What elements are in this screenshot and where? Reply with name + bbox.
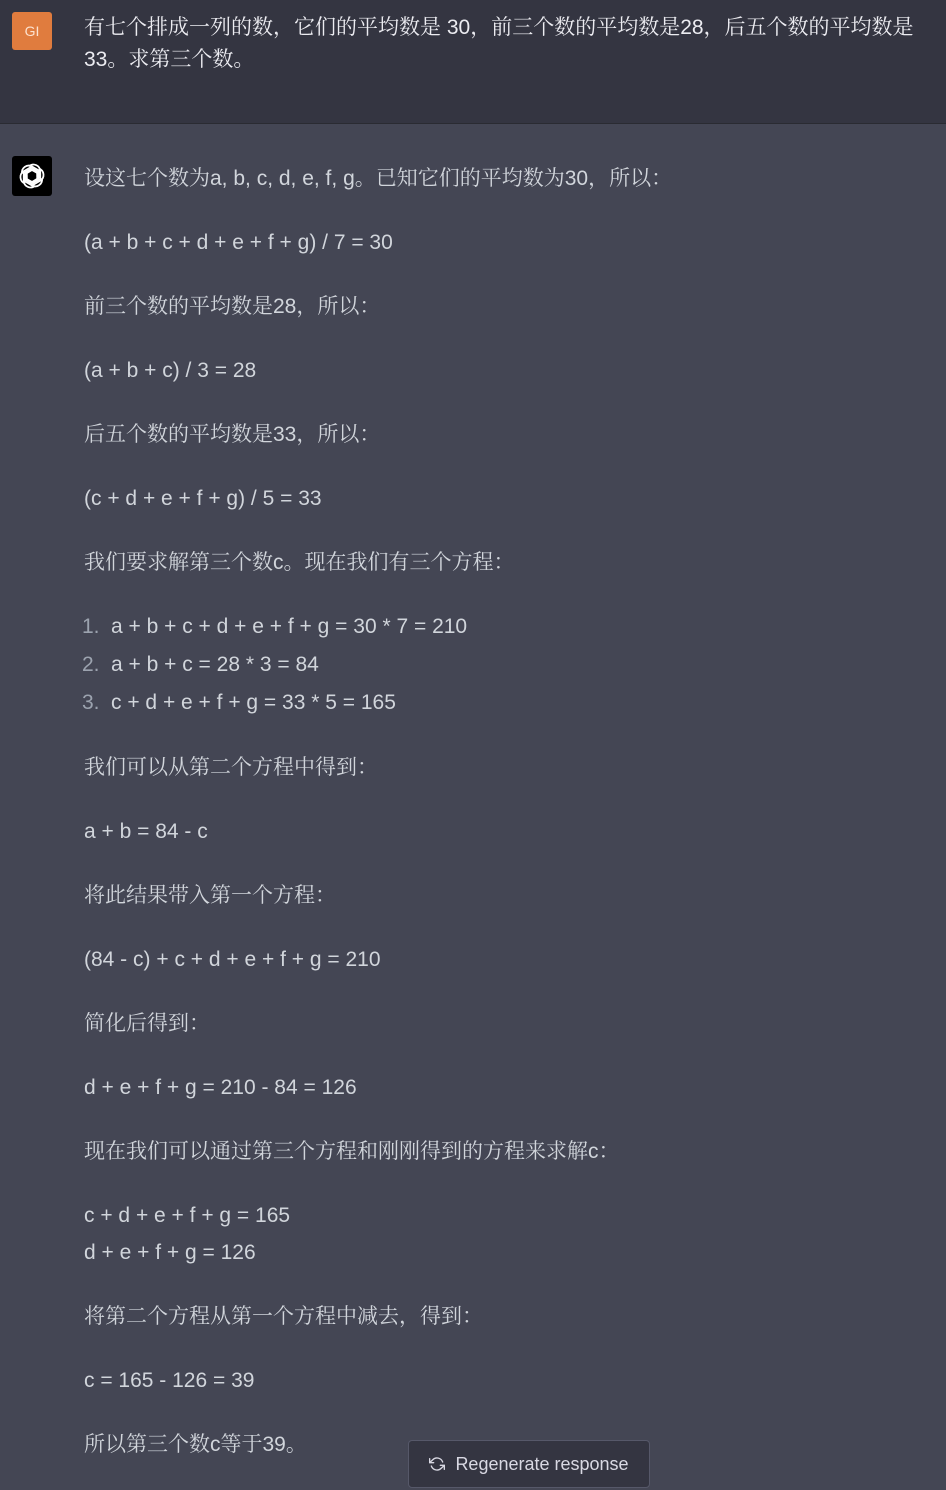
regenerate-label: Regenerate response	[455, 1453, 629, 1474]
answer-equation: d + e + f + g = 126	[84, 1241, 256, 1264]
answer-equation: a + b = 84 - c	[84, 820, 208, 843]
answer-equation: (c + d + e + f + g) / 5 = 33	[84, 487, 322, 510]
equation-list	[84, 608, 924, 722]
answer-paragraph: 现在我们可以通过第三个方程和刚刚得到的方程来求解c：	[84, 1140, 620, 1163]
answer-paragraph: 设这七个数为a, b, c, d, e, f, g。已知它们的平均数为30，所以：	[84, 167, 673, 190]
answer-paragraph: 所以第三个数c等于39。	[84, 1433, 307, 1456]
list-item	[84, 608, 924, 646]
list-text: a + b + c = 28 * 3 = 84	[111, 653, 319, 676]
list-number: 2.	[82, 653, 100, 676]
answer-equation: (a + b + c + d + e + f + g) / 7 = 30	[84, 231, 393, 254]
answer-paragraph: 简化后得到：	[84, 1012, 210, 1035]
user-avatar: GI	[12, 12, 52, 50]
answer-paragraph: 将此结果带入第一个方程：	[84, 884, 336, 907]
answer-paragraph: 我们要求解第三个数c。现在我们有三个方程：	[84, 551, 515, 574]
answer-equation: (84 - c) + c + d + e + f + g = 210	[84, 948, 381, 971]
user-message-text: 有七个排成一列的数，它们的平均数是 30，前三个数的平均数是28，后五个数的平均数是33。求第三个数。	[84, 16, 914, 71]
list-text: c + d + e + f + g = 33 * 5 = 165	[111, 691, 396, 714]
list-number: 1.	[82, 615, 100, 638]
answer-paragraph: 前三个数的平均数是28，所以：	[84, 295, 381, 318]
answer-equation: c = 165 - 126 = 39	[84, 1369, 255, 1392]
answer-paragraph: 将第二个方程从第一个方程中减去，得到：	[84, 1305, 483, 1328]
list-text: a + b + c + d + e + f + g = 30 * 7 = 210	[111, 615, 468, 638]
list-item	[84, 646, 924, 684]
user-message-row	[0, 0, 946, 124]
answer-paragraph: 后五个数的平均数是33，所以：	[84, 423, 381, 446]
list-item	[84, 684, 924, 722]
refresh-icon	[429, 1456, 445, 1472]
assistant-message-text	[84, 160, 924, 1490]
openai-logo-icon	[17, 161, 47, 191]
list-number: 3.	[82, 691, 100, 714]
answer-equation: d + e + f + g = 210 - 84 = 126	[84, 1076, 357, 1099]
answer-equation: (a + b + c) / 3 = 28	[84, 359, 257, 382]
answer-equation: c + d + e + f + g = 165	[84, 1204, 291, 1227]
answer-paragraph: 我们可以从第二个方程中得到：	[84, 756, 378, 779]
assistant-avatar	[12, 156, 52, 196]
regenerate-response-button[interactable]	[408, 1440, 650, 1488]
